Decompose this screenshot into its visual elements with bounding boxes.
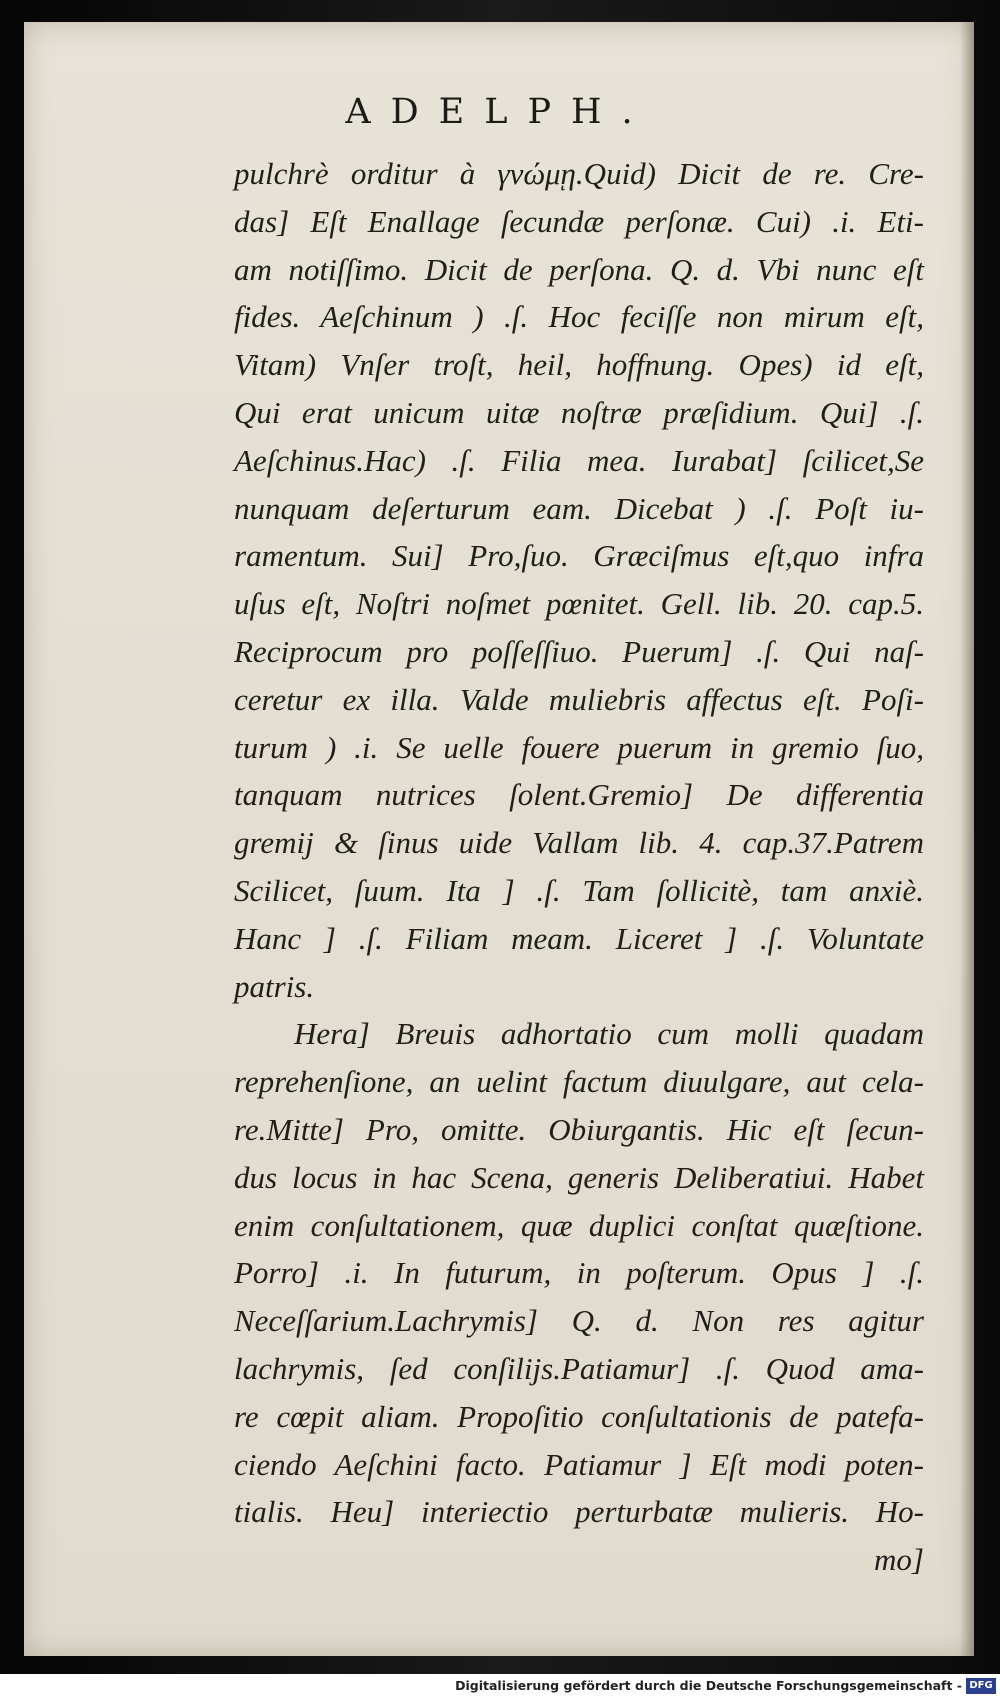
- text-line: Aeſchinus.Hac) .ſ. Filia mea. Iurabat] ſcilicet,Se: [234, 442, 924, 478]
- text-line: Qui erat unicum uitæ noſtræ præſidium. Qui] .ſ.: [234, 394, 924, 430]
- running-head: ADELPH.: [345, 92, 653, 132]
- text-line: ceretur ex illa. Valde muliebris affectus eſt. Poſi-: [234, 681, 924, 717]
- text-line: enim conſultationem, quæ duplici conſtat quæſtione.: [234, 1207, 924, 1243]
- digitization-footer: [0, 1674, 1000, 1700]
- paragraph-start-line: Hera] Breuis adhortatio cum molli quadam: [294, 1016, 924, 1052]
- catchword: mo]: [874, 1542, 924, 1578]
- text-line: das] Eſt Enallage ſecundæ perſonæ. Cui) .i. Eti-: [234, 203, 924, 239]
- text-line: tialis. Heu] interiectio perturbatæ mulieris. Ho-: [234, 1494, 924, 1530]
- text-line: lachrymis, ſed conſilijs.Patiamur] .ſ. Quod ama-: [234, 1350, 924, 1386]
- text-line: dus locus in hac Scena, generis Deliberatiui. Habet: [234, 1159, 924, 1195]
- text-line: Porro] .i. In futurum, in poſterum. Opus ] .ſ.: [234, 1255, 924, 1291]
- book-page: [24, 22, 974, 1656]
- text-line: Vitam) Vnſer troſt, heil, hoffnung. Opes) id eſt,: [234, 347, 924, 383]
- dfg-logo: DFG: [966, 1678, 996, 1694]
- text-line: ciendo Aeſchini facto. Patiamur ] Eſt modi poten-: [234, 1446, 924, 1482]
- text-line: tanquam nutrices ſolent.Gremio] De differentia: [234, 777, 924, 813]
- text-line: gremij & ſinus uide Vallam lib. 4. cap.37.Patrem: [234, 825, 924, 861]
- text-line: re cœpit aliam. Propoſitio conſultationis de patefa-: [234, 1398, 924, 1434]
- text-line: Reciprocum pro poſſeſſiuo. Puerum] .ſ. Qui naſ-: [234, 633, 924, 669]
- text-line: nunquam deſerturum eam. Dicebat ) .ſ. Poſt iu-: [234, 490, 924, 526]
- text-line: Neceſſarium.Lachrymis] Q. d. Non res agitur: [234, 1303, 924, 1339]
- commentary-text: [234, 150, 924, 1584]
- text-line: am notiſſimo. Dicit de perſona. Q. d. Vbi nunc eſt: [234, 251, 924, 287]
- text-line: re.Mitte] Pro, omitte. Obiurgantis. Hic eſt ſecun-: [234, 1111, 924, 1147]
- text-line: patris.: [234, 968, 315, 1004]
- text-line: ramentum. Sui] Pro,ſuo. Græciſmus eſt,quo infra: [234, 538, 924, 574]
- text-line: Scilicet, ſuum. Ita ] .ſ. Tam ſollicitè, tam anxiè.: [234, 872, 924, 908]
- text-line: uſus eſt, Noſtri noſmet pœnitet. Gell. lib. 20. cap.5.: [234, 586, 924, 622]
- text-line: pulchrè orditur à γνώμῃ.Quid) Dicit de re. Cre-: [234, 156, 924, 191]
- funding-credit: Digitalisierung gefördert durch die Deutsche Forschungsgemeinschaft -: [455, 1678, 962, 1693]
- text-line: turum ) .i. Se uelle fouere puerum in gremio ſuo,: [234, 729, 924, 765]
- text-line: reprehenſione, an uelint factum diuulgare, aut cela-: [234, 1064, 924, 1100]
- text-line: fides. Aeſchinum ) .ſ. Hoc feciſſe non mirum eſt,: [234, 299, 924, 335]
- text-line: Hanc ] .ſ. Filiam meam. Liceret ] .ſ. Voluntate: [234, 920, 924, 956]
